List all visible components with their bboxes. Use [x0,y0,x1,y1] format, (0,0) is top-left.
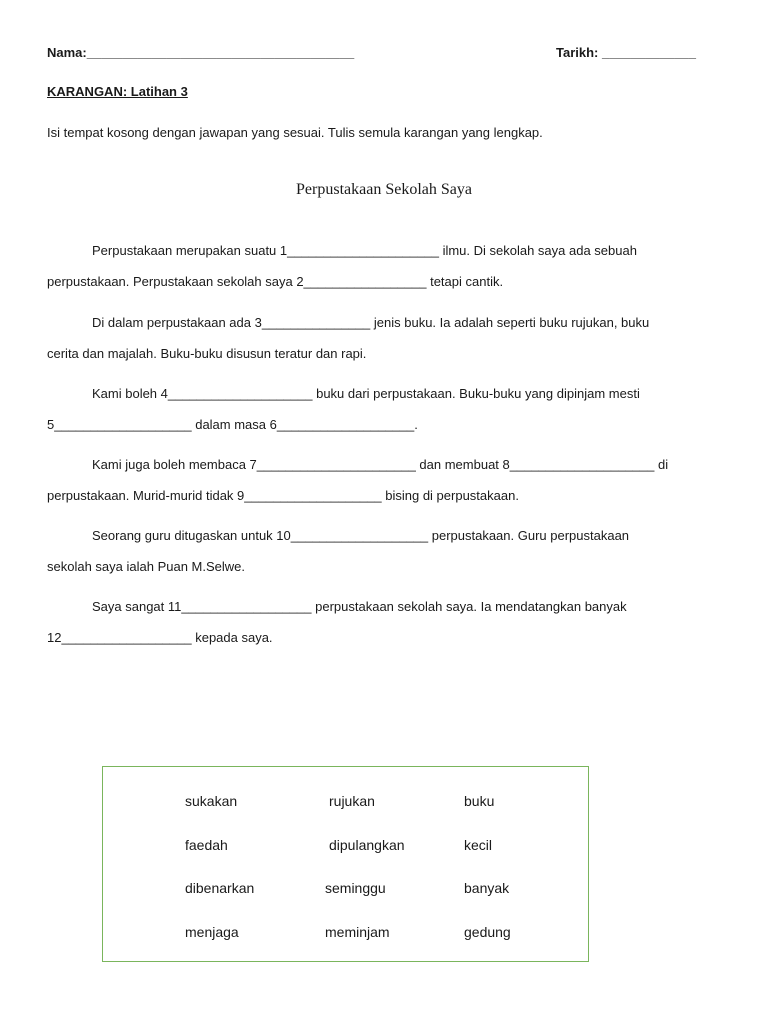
essay-line-9: Seorang guru ditugaskan untuk 10___________________ perpustakaan. Guru perpustakaan [92,528,630,543]
essay-line-7: Kami juga boleh membaca 7______________________ dan membuat 8____________________ di [92,457,669,472]
essay-line-12: 12__________________ kepada saya. [47,630,273,645]
word-box [102,766,589,962]
word-box-item: dibenarkan [185,880,255,896]
word-box-item: gedung [464,924,511,940]
essay-line-6: 5___________________ dalam masa 6___________________. [47,417,418,432]
instruction-text: Isi tempat kosong dengan jawapan yang sesuai. Tulis semula karangan yang lengkap. [47,125,543,140]
essay-line-4: cerita dan majalah. Buku-buku disusun teratur dan rapi. [47,346,367,361]
essay-line-8: perpustakaan. Murid-murid tidak 9___________________ bising di perpustakaan. [47,488,519,503]
word-box-item: faedah [185,837,228,853]
word-box-item: rujukan [329,793,375,809]
essay-line-3: Di dalam perpustakaan ada 3_______________ jenis buku. Ia adalah seperti buku rujukan, buku [92,315,650,330]
word-box-item: buku [464,793,495,809]
word-box-item: dipulangkan [329,837,405,853]
word-box-item: menjaga [185,924,239,940]
essay-title: Perpustakaan Sekolah Saya [296,181,472,198]
essay-line-2: perpustakaan. Perpustakaan sekolah saya 2_________________ tetapi cantik. [47,274,504,289]
word-box-item: sukakan [185,793,238,809]
essay-line-10: sekolah saya ialah Puan M.Selwe. [47,559,246,574]
essay-line-5: Kami boleh 4____________________ buku dari perpustakaan. Buku-buku yang dipinjam mesti [92,386,640,401]
essay-line-11: Saya sangat 11__________________ perpustakaan sekolah saya. Ia mendatangkan banyak [92,599,627,614]
exercise-heading: KARANGAN: Latihan 3 [47,84,188,99]
header-nama: Nama:_____________________________________ [47,45,355,60]
word-box-item: seminggu [325,880,386,896]
essay-line-1: Perpustakaan merupakan suatu 1_____________________ ilmu. Di sekolah saya ada sebuah [92,243,637,258]
word-box-item: banyak [464,880,510,896]
header-tarikh: Tarikh: _____________ [556,45,696,60]
word-box-item: kecil [464,837,493,853]
word-box-item: meminjam [325,924,390,940]
